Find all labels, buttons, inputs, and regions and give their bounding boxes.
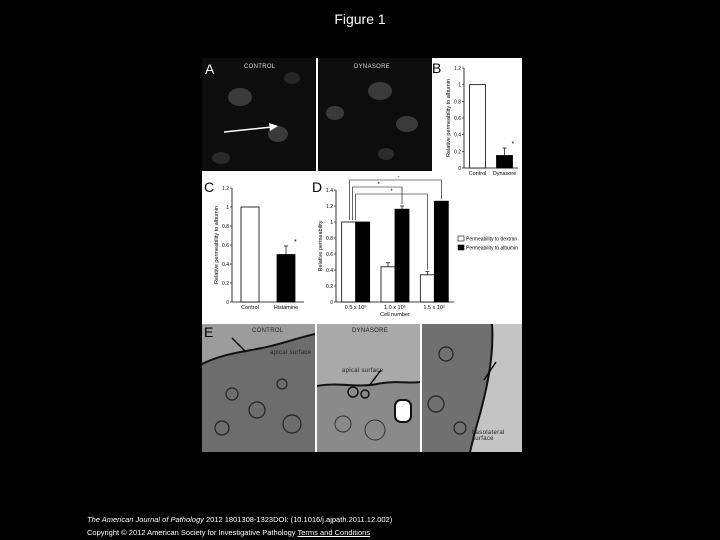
panel-letter-b: B [432, 60, 442, 76]
y-tick-label: 0.2 [222, 281, 229, 287]
y-tick-label: 0.8 [454, 99, 461, 106]
label-e-apical-surface-2: apical surface [342, 368, 384, 374]
electron-micrograph-control [202, 324, 315, 452]
arrow-icon [222, 122, 282, 136]
nucleus [378, 148, 394, 160]
electron-micrograph-dynasore [317, 324, 420, 452]
significance-marker: * [294, 238, 297, 246]
significance-marker: * [511, 141, 515, 148]
bar [434, 201, 448, 302]
y-axis-label: Relative permeability to albumin [446, 79, 452, 157]
em-texture [317, 324, 420, 452]
nucleus [284, 72, 300, 84]
label-e-control: CONTROL [252, 328, 284, 334]
y-tick-label: 0 [330, 300, 333, 306]
y-tick-label: 1 [330, 220, 333, 226]
y-tick-label: 1.2 [326, 204, 333, 210]
copyright-text: Copyright © 2012 American Society for Investigative Pathology [87, 528, 296, 537]
y-tick-label: 0.8 [222, 224, 229, 230]
y-tick-label: 0 [226, 300, 229, 306]
nucleus [212, 152, 230, 164]
panel-letter-a: A [205, 61, 215, 77]
bar [277, 255, 295, 303]
y-tick-label: 0 [458, 166, 461, 172]
chart-panel-c [202, 176, 308, 322]
bar [497, 156, 513, 169]
y-tick-label: 1.2 [222, 186, 229, 192]
bar [395, 209, 409, 302]
bar [381, 267, 395, 302]
bar [470, 85, 486, 168]
panel-letter-e: E [204, 324, 214, 340]
legend-label: Permeability to albumin [466, 245, 518, 252]
label-e-apical-surface: apical surface [270, 350, 312, 356]
label-e-basolateral-surface: basolateral surface [472, 430, 505, 442]
significance-marker: * [377, 182, 381, 188]
x-tick-label: 1.5 x 10⁵ [423, 305, 446, 311]
legend-swatch [458, 245, 464, 250]
legend-label: Permeability to dextran [466, 236, 518, 243]
x-tick-label: Dynasore [492, 171, 517, 176]
nucleus [396, 116, 418, 132]
journal-name: The American Journal of Pathology [87, 515, 204, 524]
y-axis-label: Relative permeability to albumin [214, 206, 220, 284]
panel-letter-d: D [312, 179, 323, 195]
nucleus [326, 106, 344, 120]
y-tick-label: 0.6 [454, 116, 461, 122]
bar [342, 222, 356, 302]
citation-text: 2012 1801308-1323DOI: (10.1016/j.ajpath.2011.12.002) [203, 515, 393, 524]
nucleus [368, 82, 392, 100]
micrograph-dynasore [318, 58, 432, 171]
panel-letter-c: C [204, 179, 215, 195]
y-tick-label: 1.4 [326, 188, 333, 194]
y-tick-label: 0.4 [326, 268, 333, 274]
copyright-line [87, 528, 370, 537]
x-tick-label: Control [468, 171, 487, 176]
significance-marker: * [390, 189, 393, 195]
chart-panel-b [432, 58, 522, 176]
bar [356, 222, 370, 302]
y-tick-label: 1.2 [454, 66, 461, 72]
x-axis-label: Cell number [380, 312, 410, 318]
figure-image [202, 58, 522, 452]
y-tick-label: 0.2 [326, 284, 333, 290]
x-tick-label: 0.5 x 10⁵ [344, 305, 367, 311]
significance-marker: * [397, 176, 400, 181]
y-tick-label: 0.6 [326, 252, 333, 258]
y-tick-label: 0.6 [222, 243, 229, 249]
citation-line [87, 515, 392, 524]
figure-title: Figure 1 [334, 11, 386, 27]
y-tick-label: 1 [458, 82, 461, 89]
terms-link[interactable]: Terms and Conditions [297, 528, 371, 537]
nucleus [228, 88, 252, 106]
y-tick-label: 0.8 [326, 236, 333, 242]
x-tick-label: 1.0 x 10⁵ [384, 305, 406, 311]
bar [420, 275, 434, 302]
label-e-dynasore: DYNASORE [352, 328, 389, 334]
micrograph-control [202, 58, 316, 171]
label-dynasore: DYNASORE [354, 64, 391, 70]
y-tick-label: 0.2 [454, 149, 461, 156]
legend-swatch [458, 236, 464, 241]
label-control: CONTROL [244, 64, 276, 70]
x-tick-label: Control [241, 305, 259, 311]
em-texture [202, 324, 315, 452]
x-tick-label: Histamine [273, 305, 299, 311]
chart-panel-d [308, 176, 522, 322]
y-tick-label: 0.4 [454, 132, 461, 139]
y-tick-label: 0.4 [222, 262, 229, 268]
y-axis-label: Relative permeability [318, 220, 324, 272]
bar [241, 207, 259, 302]
y-tick-label: 1 [226, 205, 229, 211]
